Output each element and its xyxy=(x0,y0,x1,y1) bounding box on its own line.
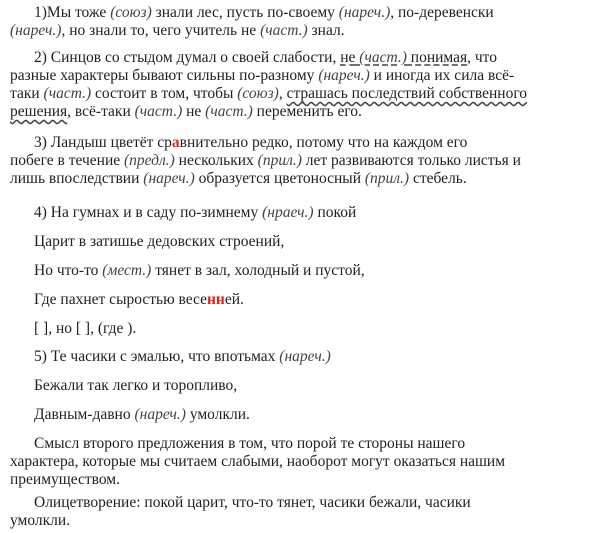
annotation: (союз) xyxy=(110,4,152,21)
annotation: (нареч.) xyxy=(338,4,391,21)
annotation: (союз) xyxy=(237,85,279,102)
text: 3) Ландыш цветёт ср xyxy=(34,134,172,151)
annotation: (предл.) xyxy=(124,152,175,169)
poem-line-1 xyxy=(10,204,600,222)
underlined-text: решения xyxy=(10,103,68,120)
text: лет развиваются только листья и xyxy=(301,152,521,169)
annotation: (нраеч.) xyxy=(262,204,314,221)
text: знали лес, пусть по-своему xyxy=(151,4,339,21)
text: образуется цветоносный xyxy=(194,170,365,187)
annotation: (нареч.) xyxy=(134,406,186,423)
text: лишь впоследствии xyxy=(10,170,144,187)
poem-line-2 xyxy=(10,233,600,251)
text: состоит в том, чтобы xyxy=(91,85,238,102)
text: 4) На гумнах и в саду по-зимнему xyxy=(34,204,263,221)
annotation: (част.) xyxy=(205,103,253,120)
annotation: (част.) xyxy=(256,22,308,39)
highlighted-letter: а xyxy=(171,134,180,151)
text: побеге в течение xyxy=(10,152,124,169)
text: , всё-таки xyxy=(67,103,135,120)
text: Бежали так легко и торопливо, xyxy=(34,377,238,394)
annotation: (част.) xyxy=(134,103,183,120)
text: Олицетворение: покой царит, что-то тянет, часики бежали, часики xyxy=(34,494,471,511)
text: 2) Синцов со стыдом думал о своей слабости, xyxy=(34,49,341,66)
text: Но что-то xyxy=(34,262,103,279)
poem-line-6 xyxy=(10,377,600,395)
text: внительно редко, потому что на каждом его xyxy=(179,134,468,151)
text: разные характеры бывают сильны по-разному xyxy=(10,67,319,84)
poem-line-4 xyxy=(10,291,600,309)
text: , xyxy=(278,85,287,102)
annotation: (нареч.) xyxy=(318,67,370,84)
meaning-paragraph xyxy=(10,435,592,489)
paragraph-2 xyxy=(10,49,592,121)
poem-line-7 xyxy=(10,406,600,424)
text: , по-деревенски xyxy=(390,4,494,21)
text: 5) Те часики с эмалью, что впотьмах xyxy=(34,348,280,365)
poem-line-3 xyxy=(10,262,600,280)
text: и иногда их сила всё- xyxy=(369,67,515,84)
annotation: (част.) xyxy=(43,85,92,102)
text: знал. xyxy=(307,22,345,39)
text: Давным-давно xyxy=(34,406,135,423)
text: ей. xyxy=(224,291,244,308)
paragraph-1 xyxy=(10,4,592,40)
text: стебель. xyxy=(409,170,467,187)
text: 1)Мы тоже xyxy=(34,4,111,21)
text: таки xyxy=(10,85,44,102)
text: переменить его. xyxy=(252,103,362,120)
annotation: (нареч.) xyxy=(143,170,195,187)
annotation: (нареч.) xyxy=(10,22,62,39)
text: не xyxy=(182,103,206,120)
text: [ ], но [ ], (где ). xyxy=(34,320,137,337)
underlined-text: страшась последствий собственного xyxy=(286,85,528,102)
paragraph-3 xyxy=(10,134,592,188)
text: , но знали то, чего учитель xyxy=(61,22,241,39)
annotation: (прил.) xyxy=(257,152,302,169)
underlined-text: понимая xyxy=(406,49,468,66)
text: , что xyxy=(467,49,498,66)
text: тянет в зал, холодный и пустой, xyxy=(151,262,365,279)
highlighted-letters: нн xyxy=(206,291,225,308)
text: Царит в затишье дедовских строений, xyxy=(34,233,285,250)
text: характера, которые мы считаем слабыми, наоборот могут оказаться нашим xyxy=(10,453,506,470)
text: преимуществом. xyxy=(10,471,120,488)
annotation: (част.) xyxy=(355,49,407,66)
text: нескольких xyxy=(174,152,258,169)
text: покой xyxy=(313,204,357,221)
text: не xyxy=(241,22,257,39)
annotation: (нареч.) xyxy=(279,348,331,365)
underlined-text: не xyxy=(340,49,356,66)
text: Смысл второго предложения в том, что порой те стороны нашего xyxy=(34,435,466,452)
sentence-scheme xyxy=(10,320,600,338)
text: умолкли. xyxy=(185,406,250,423)
poem-line-5 xyxy=(10,348,600,366)
annotation: (мест.) xyxy=(102,262,152,279)
annotation: (прил.) xyxy=(364,170,410,187)
text: умолкли. xyxy=(10,512,71,529)
text: Где пахнет сыростью весе xyxy=(34,291,207,308)
personification-paragraph xyxy=(10,494,592,530)
